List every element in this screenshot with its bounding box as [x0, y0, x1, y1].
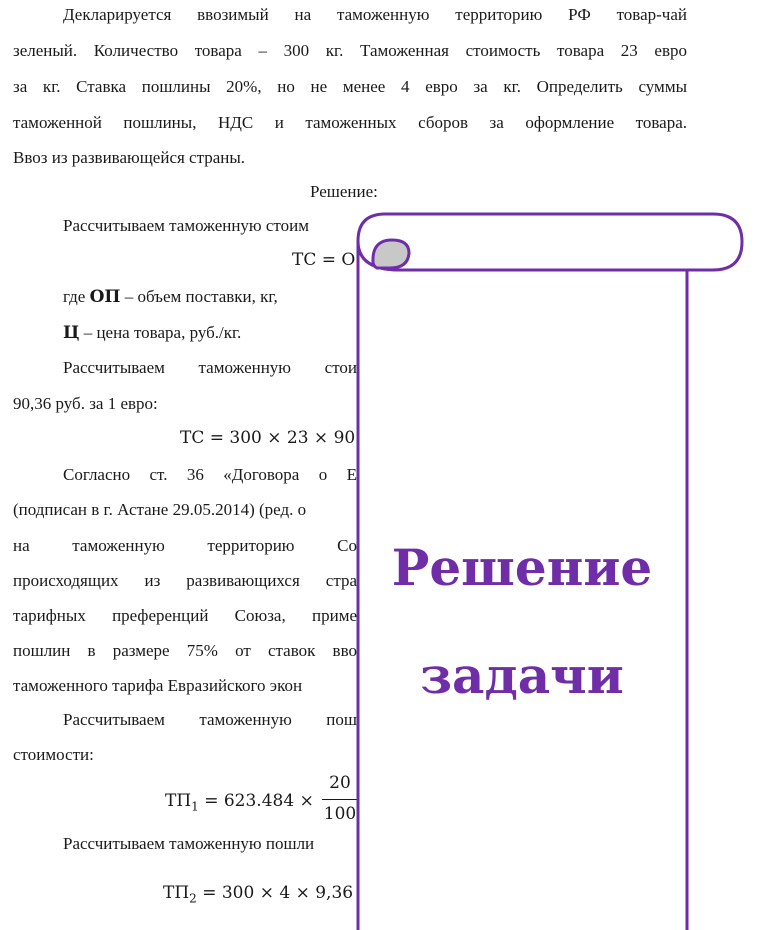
solution-paragraph-3-line-2: (подписан в г. Астане 29.05.2014) (ред. о: [13, 500, 307, 519]
solution-paragraph-1: Рассчитываем таможенную стоим: [63, 216, 309, 235]
scroll-top-roll: [358, 214, 742, 270]
definition-c-label: Ц: [63, 323, 80, 343]
solution-paragraph-5: Рассчитываем таможенную пошли: [63, 834, 315, 853]
formula-tp1-numerator: 20: [329, 773, 351, 793]
solution-paragraph-4-line-1: Рассчитываем таможенную пош: [63, 710, 357, 729]
problem-line-2: зеленый. Количество товара – 300 кг. Таможенная стоимость товара 23 евро: [13, 41, 687, 60]
definition-op-label: ОП: [89, 287, 121, 307]
formula-tp2-subscript: 2: [189, 891, 197, 906]
problem-line-3: за кг. Ставка пошлины 20%, но не менее 4 евро за кг. Определить суммы: [13, 77, 687, 96]
solution-paragraph-3-line-7: таможенного тарифа Евразийского экон: [13, 676, 303, 695]
definition-c-text: – цена товара, руб./кг.: [83, 323, 242, 342]
scroll-curl-icon: [373, 240, 409, 268]
formula-tp1-denominator: 100: [323, 804, 357, 824]
formula-tp1-rhs: = 623.484 ×: [198, 791, 314, 811]
solution-paragraph-3-line-5: тарифных преференций Союза, приме: [13, 606, 357, 625]
solution-paragraph-4-line-2: стоимости:: [13, 745, 94, 764]
solution-paragraph-2-line-1: Рассчитываем таможенную стои: [63, 358, 357, 377]
overlay-title-line-1: Решение: [391, 538, 653, 597]
definition-op-prefix: где: [63, 287, 86, 306]
formula-tp1-symbol: ТП: [165, 791, 192, 811]
formula-tp2-rhs: = 300 × 4 × 9,36: [196, 883, 354, 903]
problem-line-1: Декларируется ввозимый на таможенную территорию РФ товар-чай: [63, 5, 687, 24]
overlay-title-line-2: задачи: [420, 646, 624, 705]
problem-line-4: таможенной пошлины, НДС и таможенных сборов за оформление товара.: [13, 113, 687, 132]
formula-tc-short: ТС = О: [292, 250, 356, 270]
formula-tp2-symbol: ТП: [163, 883, 190, 903]
solution-paragraph-3-line-4: происходящих из развивающихся стра: [13, 571, 357, 590]
formula-tc-full: ТС = 300 × 23 × 90: [180, 428, 356, 448]
solution-paragraph-2-line-2: 90,36 руб. за 1 евро:: [13, 394, 158, 413]
solution-paragraph-3-line-1: Согласно ст. 36 «Договора о Е: [63, 465, 357, 484]
definition-op-text: – объем поставки, кг,: [124, 287, 278, 306]
solution-paragraph-3-line-6: пошлин в размере 75% от ставок вво: [13, 641, 357, 660]
formula-tp1-subscript: 1: [191, 799, 199, 814]
solution-paragraph-3-line-3: на таможенную территорию Со: [13, 536, 357, 555]
solution-heading: Решение:: [310, 182, 378, 201]
problem-line-5: Ввоз из развивающейся страны.: [13, 148, 246, 167]
